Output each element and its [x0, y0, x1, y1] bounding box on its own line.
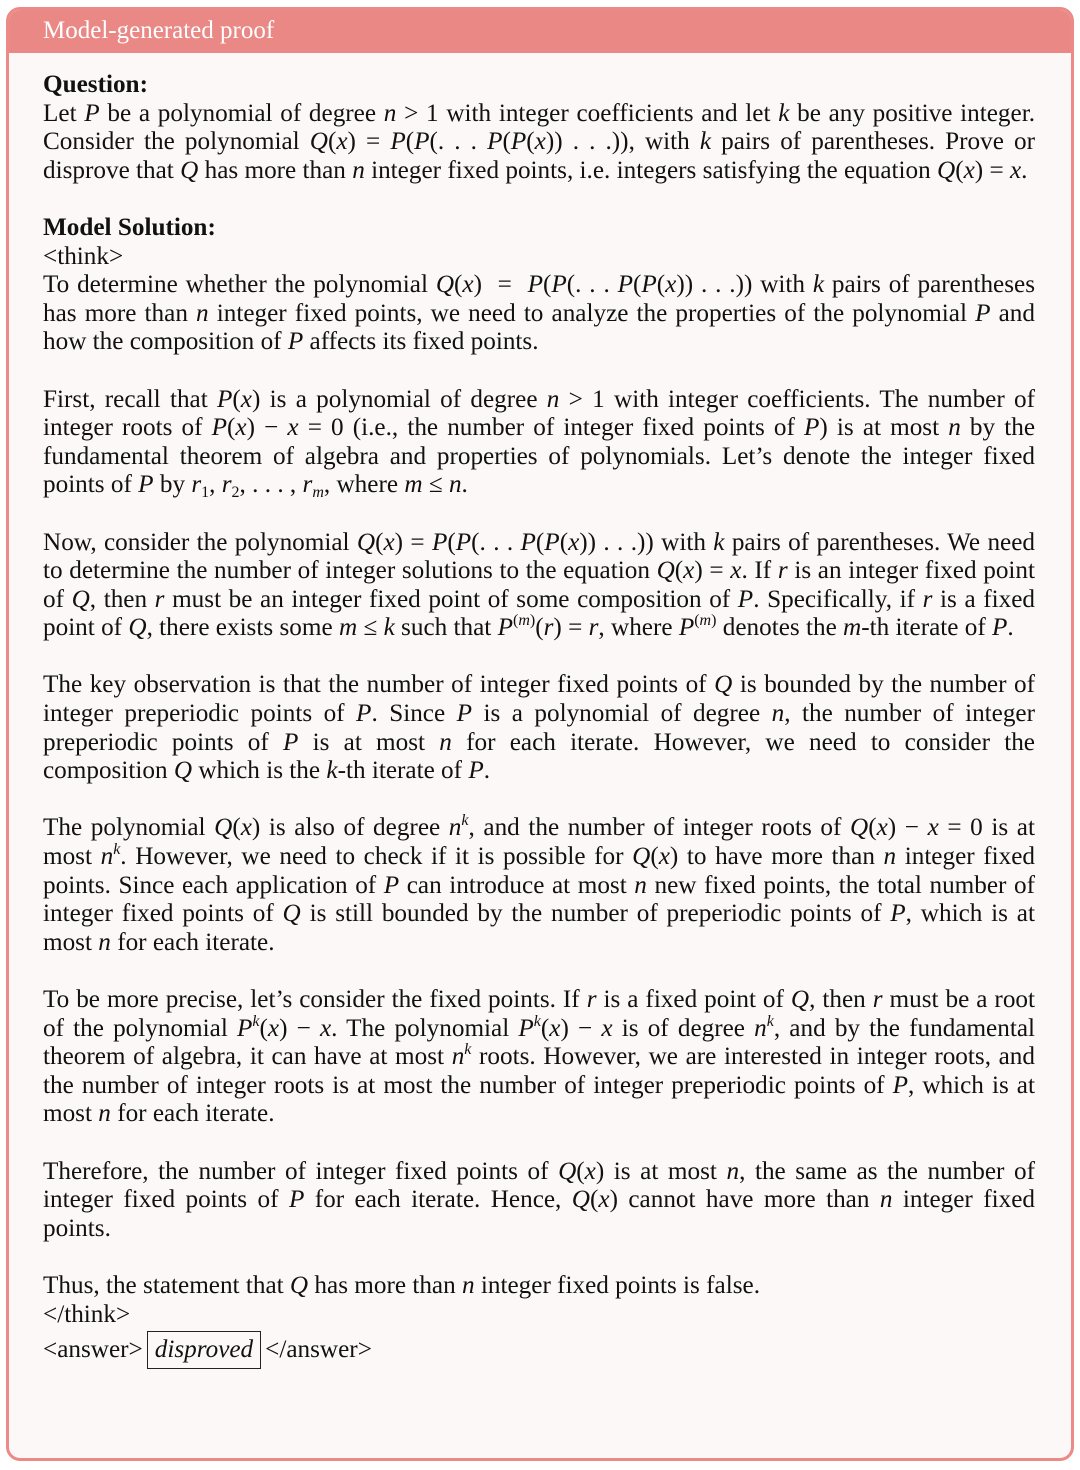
math: k [812, 271, 825, 299]
math: P [84, 99, 100, 127]
math: n [771, 700, 785, 728]
math: n [98, 928, 111, 956]
text: . If [741, 557, 778, 585]
math: n [634, 871, 647, 899]
text: , then [89, 585, 155, 613]
math: k [326, 757, 338, 785]
text: -th iterate of [861, 614, 993, 642]
math: m [843, 614, 862, 642]
text: . [483, 757, 491, 785]
text: is a polynomial of degree [472, 700, 772, 728]
math: Q [289, 1271, 309, 1299]
text: Therefore, the number of integer fixed points of [43, 1157, 559, 1185]
math: n [98, 1100, 111, 1128]
text: roots. However, we are interested in integer roots, and the number of integer roots is at most the number of integer preperiodic points of [43, 1043, 1035, 1099]
text: integer fixed points, we need to analyze the properties of the polynomial [208, 299, 976, 327]
proof-body [9, 53, 1071, 1369]
text: by [153, 471, 192, 499]
math: r [777, 557, 788, 585]
math: Q [714, 671, 733, 699]
text: , where [323, 471, 405, 499]
text: pairs of parentheses. Prove or disprove that [43, 128, 1036, 184]
math: k [699, 128, 712, 156]
text: -th iterate of [337, 757, 469, 785]
text: . However, we need to check if it is possible for [120, 843, 633, 871]
text: is still bounded by the number of preperiodic points of [300, 900, 891, 928]
text: pairs of parentheses has more than [43, 271, 1036, 327]
math: n [948, 414, 961, 442]
solution-paragraph: Now, consider the polynomial Q(x) = P(P(. . . P(P(x)) . . .)) with k pairs of parentheses. We need to determine the number of integer solutions to the equation Q(x) = x. If r is an integer fixed point of Q, then r must be an integer fixed point of some composition of P. Specifically, if r is a fixed point of Q, there exists some m ≤ k such that $P^{(m)}(r) = r$, where $P^{(m)}$ denotes the m-th iterate of P. [43, 528, 1036, 642]
math: Q [309, 128, 328, 156]
solution-paragraph: To determine whether the polynomial Q(x) = P(P(. . . P(P(x)) . . .)) with k pairs of parentheses has more than n integer fixed points, we need to analyze the properties of the polynomial P and how the composition of P affects its fixed points. [43, 271, 1036, 356]
text: affects its fixed points. [303, 328, 539, 356]
text: , which is at most [43, 900, 1035, 956]
text: has more than [308, 1271, 463, 1299]
text: is of degree [612, 1014, 755, 1042]
math: n [462, 1271, 475, 1299]
text: for each iterate. [110, 1100, 275, 1128]
text: with integer coefficients and let [438, 99, 779, 127]
text: Now, consider the polynomial [43, 528, 357, 556]
text: to have more than [678, 843, 884, 871]
text: with [653, 528, 714, 556]
math: Q [790, 986, 810, 1013]
text: . [1021, 156, 1028, 184]
text: integer fixed points, i.e. integers satisfying the equation [364, 156, 937, 184]
text: . [461, 471, 468, 499]
text: , there exists some [146, 614, 339, 642]
text: and how the composition of [43, 299, 1035, 356]
text: . Specifically, if [753, 585, 923, 613]
math: Q [282, 900, 301, 928]
text: by the fundamental theorem of algebra and properties of polynomials. Let’s denote the integer fixed points of [43, 414, 1035, 499]
text: with integer coefficients. The number of integer roots of [43, 385, 1036, 442]
text: The polynomial [43, 814, 215, 842]
math: P [288, 1186, 305, 1214]
text: is a fixed point of [43, 585, 1035, 642]
text: is bounded by the number of integer preperiodic points of [43, 671, 1036, 728]
text: Let [43, 99, 85, 127]
math: P [737, 585, 754, 613]
answer-close-tag: </answer> [265, 1336, 372, 1364]
math: Q [128, 614, 147, 642]
text: must be a root of the polynomial [43, 986, 1036, 1042]
text: with [752, 271, 813, 299]
text: , the same as the number of integer fixed points of [43, 1157, 1035, 1214]
text: , with [628, 128, 700, 156]
text: To be more precise, let’s consider the fixed points. If [43, 986, 587, 1013]
math: P [892, 1071, 908, 1099]
math: n [196, 299, 209, 327]
text: be a polynomial of degree [99, 99, 384, 127]
math: P [468, 757, 484, 785]
text: is also of degree [260, 814, 449, 842]
question-label: Question: [43, 71, 148, 98]
text: for each iterate. [110, 928, 275, 956]
proof-title: Model-generated proof [43, 17, 275, 44]
solution-paragraph: To be more precise, let’s consider the fixed points. If r is a fixed point of Q, then r must be a root of the polynomial $P^k(x) - x$. The polynomial $P^k(x) - x$ is of degree $n^k$, and by the fundamental theorem of algebra, it can have at most $n^k$ roots. However, we are interested in integer roots, and the number of integer roots is at most the number of integer preperiodic points of P, which is at most n for each iterate. [43, 986, 1036, 1128]
text: cannot have more than [617, 1186, 880, 1214]
text: To determine whether the polynomial [43, 271, 436, 299]
math: n [352, 156, 365, 184]
solution-paragraph: First, recall that P(x) is a polynomial of degree n > 1 with integer coefficients. The number of integer roots of P(x) − x = 0 (i.e., the number of integer fixed points of P) is at most n by the fundamental theorem of algebra and properties of polynomials. Let’s denote the integer fixed points of P by $r_1$, $r_2$, . . . , $r_m$, where m ≤ n. [43, 385, 1036, 502]
math: P [383, 871, 400, 899]
math: Q [180, 156, 199, 184]
text: for each iterate. Hence, [304, 1186, 572, 1214]
text: . [1007, 614, 1014, 642]
solution-paragraph: Therefore, the number of integer fixed points of Q(x) is at most n, the same as the number of integer fixed points of P for each iterate. Hence, Q(x) cannot have more than n integer fixed points. [43, 1157, 1035, 1242]
text: pairs of parentheses. We need to determine the number of integer solutions to the equation [43, 528, 1036, 585]
think-open-tag: <think> [43, 242, 124, 270]
math: k [778, 99, 790, 127]
math: r [872, 986, 883, 1013]
text: , and the number of integer roots of [468, 814, 850, 842]
text: is at most [604, 1157, 727, 1185]
proof-box [6, 7, 1074, 1461]
text: , then [809, 986, 873, 1013]
solution-paragraph: The polynomial Q(x) is also of degree $n^k$, and the number of integer roots of Q(x) − x = 0 is at most $n^k$. However, we need to check if it is possible for Q(x) to have more than n integer fixed points. Since each application of P can introduce at most n new fixed points, the total number of integer fixed points of Q is still bounded by the number of preperiodic points of P, which is at most n for each iterate. [43, 812, 1036, 956]
proof-header [9, 10, 1071, 53]
text: ) is at most [819, 414, 949, 442]
text: Thus, the statement that [43, 1271, 290, 1299]
answer-line [43, 1331, 1035, 1369]
text: is at most [43, 814, 1035, 871]
text: be any positive integer. Consider the polynomial [43, 99, 1035, 156]
math: r [586, 986, 597, 1013]
math: P [282, 728, 299, 756]
text: First, recall that [43, 385, 217, 413]
answer-value-box: disproved [147, 1331, 261, 1369]
text: The key observation is that the number of integer fixed points of [43, 671, 715, 699]
math: P [992, 614, 1008, 642]
text: is an integer fixed point of [43, 557, 1035, 613]
math: P [890, 900, 906, 928]
text: , the number of integer preperiodic points of [43, 700, 1035, 756]
text: is a polynomial of degree [260, 385, 547, 413]
text: (i.e., the number of integer fixed points of [343, 414, 805, 442]
math: Q [71, 585, 90, 613]
text: has more than [198, 156, 353, 184]
text: is a fixed point of [596, 986, 791, 1013]
text: new fixed points, the total number of integer fixed points of [43, 871, 1036, 928]
math: n [879, 1186, 893, 1214]
text: . The polynomial [331, 1014, 519, 1042]
math: P [456, 700, 473, 728]
math: n [726, 1157, 740, 1185]
think-close-tag: </think> [43, 1300, 131, 1328]
solution-label: Model Solution: [43, 213, 216, 241]
answer-open-tag: <answer> [43, 1336, 143, 1364]
math: k [713, 528, 725, 556]
text: integer fixed points is false. [474, 1271, 760, 1299]
solution-paragraph [43, 1272, 1035, 1301]
text: . Since [371, 700, 457, 728]
math: Q [173, 757, 193, 785]
math: P [804, 414, 820, 442]
text: integer fixed points. Since each application of [43, 843, 1035, 899]
text: integer fixed points. [43, 1186, 1035, 1242]
math: r [922, 585, 933, 613]
text: which is the [192, 757, 327, 785]
math: r [154, 585, 165, 613]
text: , which is at most [43, 1071, 1035, 1128]
text: such that [394, 614, 498, 642]
text: for each iterate. However, we need to consider the composition [43, 728, 1035, 785]
question-text: Let P be a polynomial of degree n > 1 with integer coefficients and let k be any positive integer. Consider the polynomial Q(x) = P(P(. . . P(P(x)) . . .)), with k pairs of parentheses. Prove or disprove that Q has more than n integer fixed points, i.e. integers satisfying the equation Q(x) = x. [43, 99, 1036, 184]
math: P [975, 299, 991, 327]
text: must be an integer fixed point of some composition of [164, 585, 738, 613]
text: is at most [298, 728, 440, 756]
solution-paragraph [43, 671, 1035, 785]
math: n > 1 [383, 99, 439, 127]
math: n [883, 843, 897, 871]
text: denotes the [716, 614, 844, 642]
math: P [356, 700, 372, 728]
math: P [138, 471, 154, 499]
text: can introduce at most [399, 871, 635, 899]
text: , where [598, 614, 679, 642]
text: , and by the fundamental theorem of algebra, it can have at most [43, 1014, 1036, 1071]
math: n [439, 728, 452, 756]
math: P [287, 328, 304, 356]
